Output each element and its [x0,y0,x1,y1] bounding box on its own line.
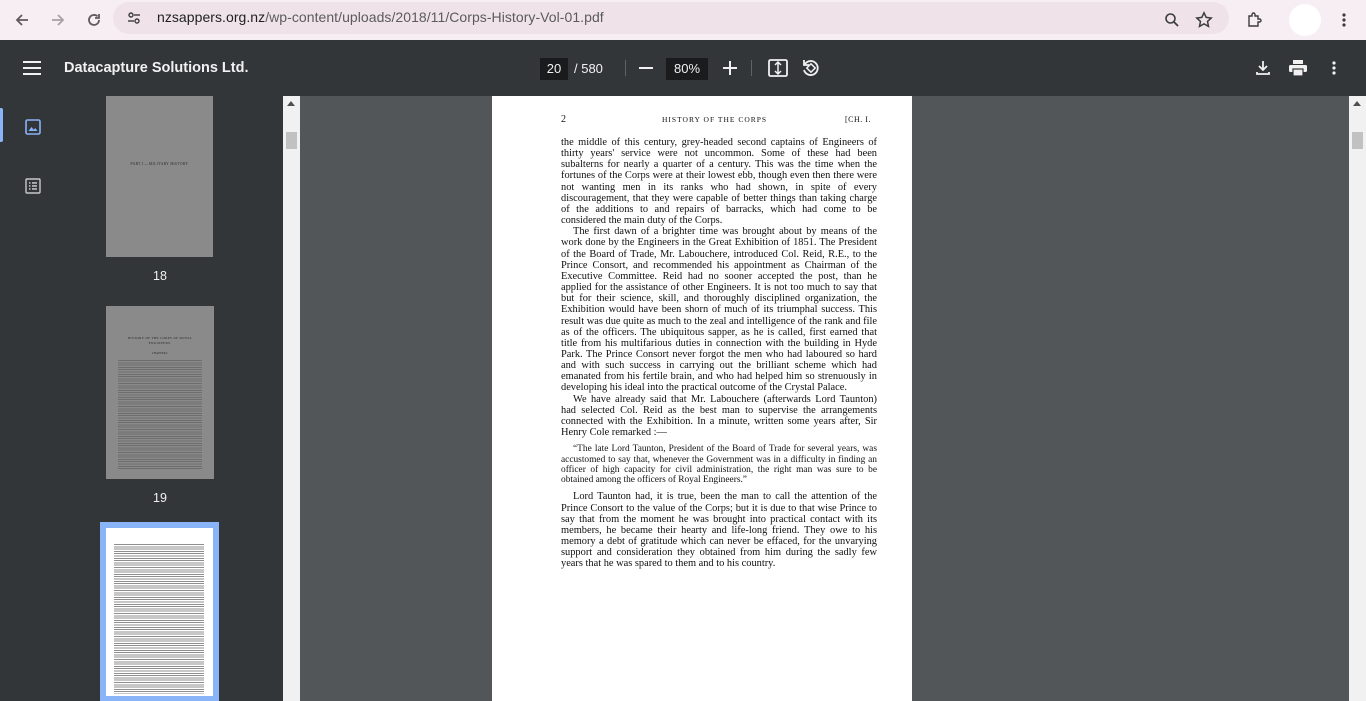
scrollbar-thumb[interactable] [1352,132,1363,149]
active-indicator [0,108,3,142]
thumbnail-page-19[interactable] [106,306,214,479]
rotate-icon [801,58,821,78]
thumbnail-page-20-selected[interactable] [100,522,219,701]
forward-button[interactable] [46,8,70,32]
paragraph: Lord Taunton had, it is true, been the man to call the attention of the Prince Consort to the value of the Corps; but it is due to that wise Prince to say that from the moment he was brought into practical contact with its members, he became their hearty and life-long friend. They owe to his memory a debt of gratitude which can never be effaced, for the unvarying support and consideration they obtained from him during the sadly few years that he was spared to them and to his country. [561,491,877,570]
zoom-in-button[interactable] [720,57,740,79]
fit-page-icon [768,59,788,77]
thumbnail-19-chapter: CHAPTER I. [151,351,169,355]
running-head: HISTORY OF THE CORPS [662,115,768,124]
more-vertical-icon [1336,12,1352,28]
download-icon [1255,60,1271,76]
pdf-viewer [300,96,1349,701]
sidebar-toggle-button[interactable] [20,56,44,80]
puzzle-icon [1246,11,1264,29]
arrow-left-icon [14,12,30,28]
document-title: Datacapture Solutions Ltd. [64,60,249,76]
search-icon [1164,12,1180,28]
paragraph: the middle of this century, grey-headed second captains of Engineers of thirty years' service were not uncommon. Some of these had been subalterns for nearly a quarter of a century. This was the time when the fortunes of the Corps were at their lowest ebb, though even then there were not wanting men in its ranks who had shown, in spite of every discouragement, that they were capable of better things than taking charge of the additions to and repairs of barracks, which had come to be considered the main duty of the Corps. [561,137,877,227]
zoom-input[interactable]: 80% [666,58,708,80]
scroll-up-arrow[interactable] [1353,101,1361,106]
toolbar-divider [751,60,752,76]
pdf-toolbar [0,40,1366,96]
menu-icon [23,61,41,75]
zoom-button[interactable] [1160,8,1184,32]
zoom-out-button[interactable] [636,57,656,79]
page-number-input[interactable]: 20 [540,58,568,80]
url-text[interactable] [157,9,604,25]
thumbnails-tab[interactable] [22,116,44,138]
thumbnail-page-18[interactable] [106,96,213,257]
page-body [561,137,877,570]
page-total: / 580 [574,61,603,76]
image-icon [25,119,41,135]
minus-icon [639,61,653,75]
print-button[interactable] [1287,57,1309,79]
star-icon [1195,11,1213,29]
page-number-label: 2 [561,114,566,125]
extensions-button[interactable] [1243,8,1267,32]
url-host: nzsappers.org.nz [157,9,266,25]
chapter-label: [CH. I. [845,115,871,124]
thumbnail-label-18: 18 [153,269,167,283]
main-scrollbar[interactable] [1349,96,1366,701]
thumbnail-label-19: 19 [153,491,167,505]
paragraph: The first dawn of a brighter time was brought about by means of the work done by the Engineers in the Great Exhibition of 1851. The President of the Board of Trade, Mr. Labouchere, introduced Col. Reid, R.E., to the Prince Consort, and recommended his appointment as Chairman of the Executive Committee. Reid had no sooner accepted the post, than he applied for the assistance of other Engineers. It is not too much to say that but for their science, skill, and thoroughly disciplined organization, the Exhibition would have been shorn of much of its triumphal success. This result was due quite as much to the zeal and intelligence of the rank and file as of the officers. The ubiquitous sapper, as he is called, first earned that title from his multifarious duties in connection with the building in Hyde Park. The Prince Consort never forgot the men who had laboured so hard and with such success in carrying out the brilliant scheme which had emanated from his fertile brain, and who had helped him so strenuously in developing his ideal into the practical outcome of the Crystal Palace. [561,226,877,394]
bookmark-button[interactable] [1192,8,1216,32]
avatar[interactable] [1289,4,1321,36]
thumbnail-scrollbar[interactable] [283,96,300,701]
more-actions-button[interactable] [1323,57,1345,79]
quote-paragraph: “The late Lord Taunton, President of the Board of Trade for several years, was accustomed to say that, whenever the Government was in a difficulty in finding an officer of high capacity for civil administration, the right man was sure to be obtained among the officers of Royal Engineers.” [561,444,877,486]
scroll-up-arrow[interactable] [287,101,295,106]
sidebar-rail [0,96,62,701]
download-button[interactable] [1252,57,1274,79]
more-vertical-icon [1326,60,1342,76]
rotate-button[interactable] [800,57,822,79]
reload-button[interactable] [82,8,106,32]
printer-icon [1289,60,1307,76]
thumbnail-panel [62,96,283,701]
browser-bar [0,0,1366,40]
thumbnail-19-title: HISTORY OF THE CORPS OF ROYAL ENGINEERS. [127,336,193,345]
list-icon [25,178,41,194]
thumbnail-20-text [114,544,204,694]
back-button[interactable] [10,8,34,32]
reload-icon [86,12,102,28]
scrollbar-thumb[interactable] [286,132,297,149]
thumbnail-page-20 [106,528,213,696]
outline-tab[interactable] [22,175,44,197]
plus-icon [723,61,737,75]
browser-menu-button[interactable] [1332,8,1356,32]
toolbar-divider [625,60,626,76]
paragraph: We have already said that Mr. Labouchere (afterwards Lord Taunton) had selected Col. Reid as the best man to supervise the arrangements connected with the Exhibition. In a minute, written some years after, Sir Henry Cole remarked :— [561,393,877,439]
site-info-icon[interactable] [123,7,145,29]
thumbnail-19-text [118,360,202,470]
url-path: /wp-content/uploads/2018/11/Corps-History-Vol-01.pdf [265,9,604,25]
arrow-right-icon [50,12,66,28]
thumbnail-18-heading: PART I.—MILITARY HISTORY [130,162,189,166]
pdf-page [492,96,912,701]
fit-page-button[interactable] [767,57,789,79]
